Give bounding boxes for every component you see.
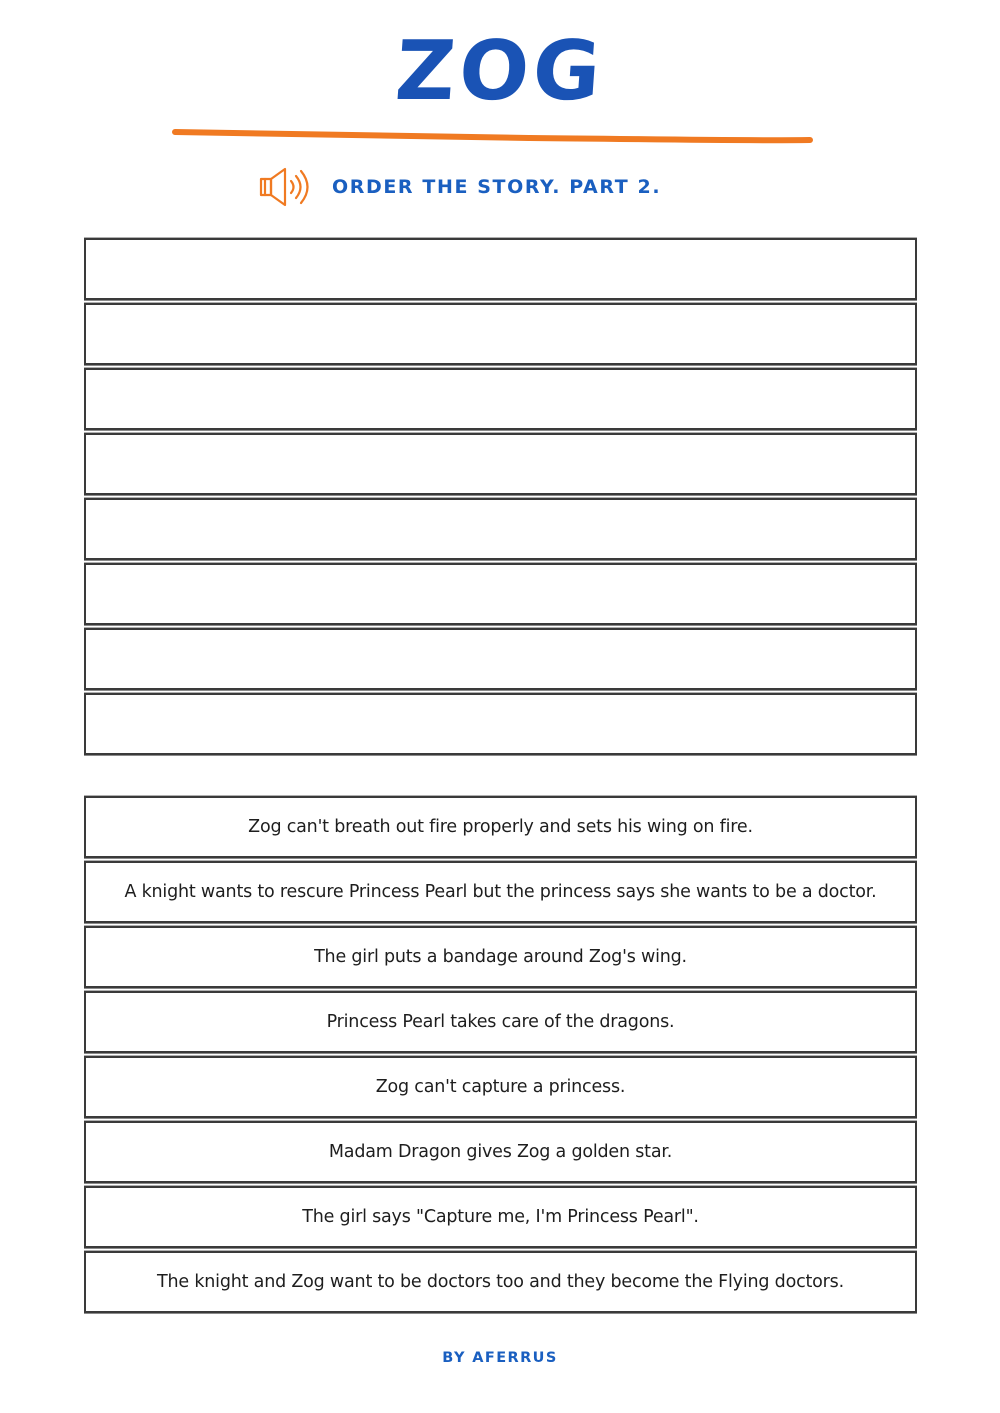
page-title: ZOG: [392, 24, 608, 119]
answer-slot-3[interactable]: [84, 368, 917, 430]
sentence-card-2[interactable]: [84, 861, 917, 923]
sentence-text: The girl says "Capture me, I'm Princess Pearl".: [302, 1207, 699, 1227]
answer-slots: [84, 238, 917, 758]
author-credit: BY AFERRUS: [442, 1350, 558, 1366]
answer-slot-1[interactable]: [84, 238, 917, 300]
sentence-text: Zog can't breath out fire properly and sets his wing on fire.: [248, 817, 753, 837]
sentence-card-1[interactable]: [84, 796, 917, 858]
answer-slot-8[interactable]: [84, 693, 917, 755]
orange-underline: [170, 124, 815, 148]
instruction-text: ORDER THE STORY. PART 2.: [332, 176, 662, 198]
sentence-text: Zog can't capture a princess.: [375, 1077, 626, 1097]
speaker-icon[interactable]: [258, 165, 316, 209]
sentence-card-3[interactable]: [84, 926, 917, 988]
sentence-card-4[interactable]: [84, 991, 917, 1053]
instruction-row: [258, 165, 661, 209]
answer-slot-7[interactable]: [84, 628, 917, 690]
answer-slot-6[interactable]: [84, 563, 917, 625]
answer-slot-2[interactable]: [84, 303, 917, 365]
sentence-card-5[interactable]: [84, 1056, 917, 1118]
sentence-text: Madam Dragon gives Zog a golden star.: [328, 1142, 673, 1162]
sentence-card-8[interactable]: [84, 1251, 917, 1313]
sentence-card-6[interactable]: [84, 1121, 917, 1183]
sentence-text: The knight and Zog want to be doctors too and they become the Flying doctors.: [157, 1272, 844, 1292]
sentence-card-7[interactable]: [84, 1186, 917, 1248]
sentence-text: The girl puts a bandage around Zog's wing.: [314, 947, 687, 967]
sentence-text: Princess Pearl takes care of the dragons.: [326, 1012, 675, 1032]
answer-slot-5[interactable]: [84, 498, 917, 560]
sentence-cards: [84, 796, 917, 1316]
answer-slot-4[interactable]: [84, 433, 917, 495]
sentence-text: A knight wants to rescure Princess Pearl but the princess says she wants to be a doctor.: [124, 882, 877, 902]
